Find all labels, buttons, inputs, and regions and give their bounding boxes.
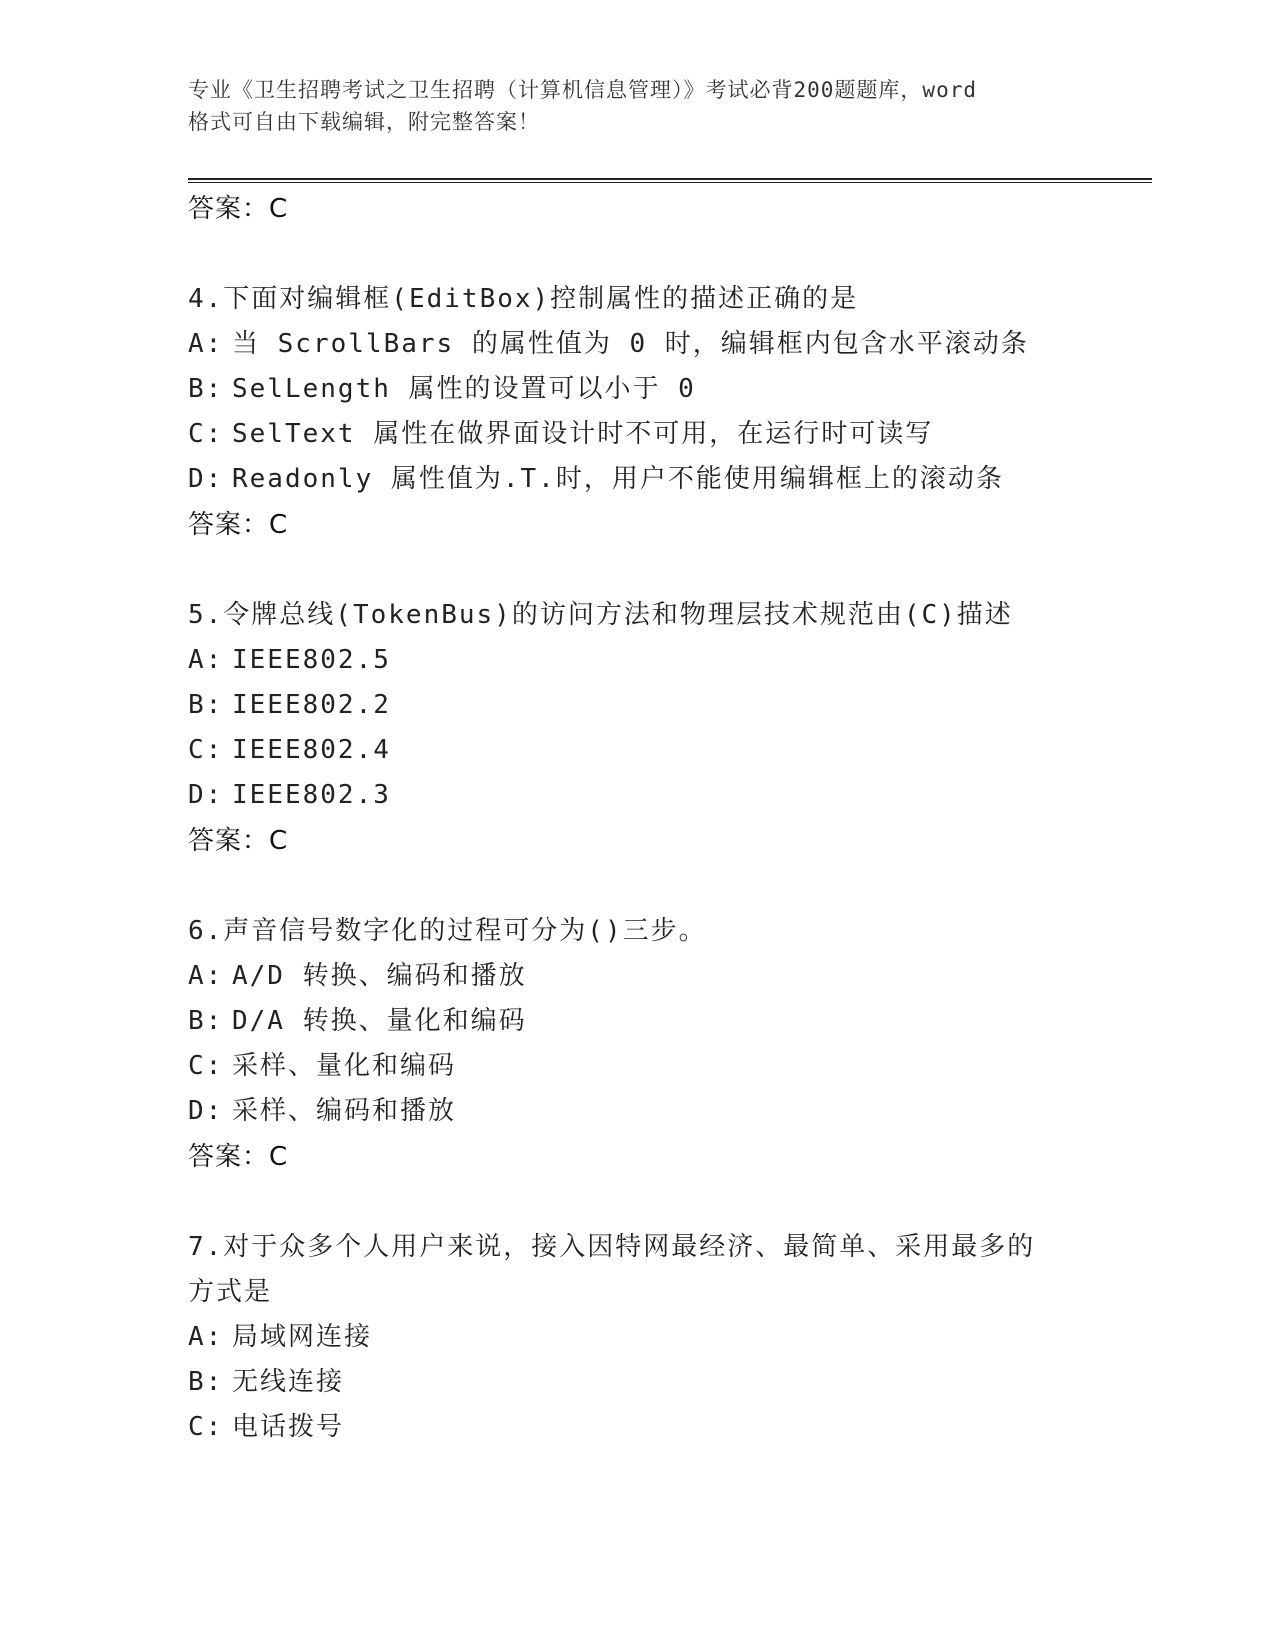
option-item bbox=[188, 1360, 1088, 1405]
option-key: C: bbox=[188, 1051, 224, 1081]
option-text: IEEE802.3 bbox=[232, 780, 391, 810]
document-header bbox=[188, 74, 1088, 138]
question-block bbox=[188, 593, 1088, 864]
option-key: C: bbox=[188, 1412, 224, 1442]
option-text: A/D 转换、编码和播放 bbox=[232, 961, 527, 991]
option-item bbox=[188, 367, 1088, 412]
option-item bbox=[188, 773, 1088, 818]
option-key: A: bbox=[188, 961, 224, 991]
option-text: IEEE802.5 bbox=[232, 645, 391, 675]
option-text: Readonly 属性值为.T.时，用户不能使用编辑框上的滚动条 bbox=[232, 464, 1004, 494]
header-line-1: 专业《卫生招聘考试之卫生招聘（计算机信息管理）》考试必背200题题库，word bbox=[188, 78, 977, 102]
option-key: B: bbox=[188, 374, 224, 404]
header-rule-thin bbox=[188, 182, 1152, 183]
option-item bbox=[188, 638, 1088, 683]
question-text: 4.下面对编辑框(EditBox)控制属性的描述正确的是 bbox=[188, 284, 859, 314]
option-item bbox=[188, 412, 1088, 457]
option-text: 采样、编码和播放 bbox=[232, 1096, 457, 1126]
option-item bbox=[188, 999, 1088, 1044]
option-key: B: bbox=[188, 1006, 224, 1036]
option-text: 当 ScrollBars 的属性值为 0 时，编辑框内包含水平滚动条 bbox=[232, 329, 1029, 359]
option-key: D: bbox=[188, 780, 224, 810]
option-key: A: bbox=[188, 645, 224, 675]
option-item bbox=[188, 954, 1088, 999]
question-text: 5.令牌总线(TokenBus)的访问方法和物理层技术规范由(C)描述 bbox=[188, 600, 1013, 630]
question-block bbox=[188, 909, 1088, 1180]
option-item bbox=[188, 683, 1088, 728]
question-text: 6.声音信号数字化的过程可分为()三步。 bbox=[188, 916, 707, 946]
option-text: SelText 属性在做界面设计时不可用，在运行时可读写 bbox=[232, 419, 934, 449]
header-rule-thick bbox=[188, 178, 1152, 180]
option-key: D: bbox=[188, 464, 224, 494]
option-item bbox=[188, 457, 1088, 502]
option-item bbox=[188, 1315, 1088, 1360]
option-text: D/A 转换、量化和编码 bbox=[232, 1006, 527, 1036]
document-body bbox=[188, 186, 1088, 1450]
option-key: A: bbox=[188, 329, 224, 359]
question-text: 方式是 bbox=[188, 1277, 273, 1307]
answer-line: 答案：C bbox=[188, 510, 289, 540]
option-text: 无线连接 bbox=[232, 1367, 345, 1397]
question-block bbox=[188, 1225, 1088, 1450]
answer-line: 答案：C bbox=[188, 194, 289, 224]
option-text: IEEE802.2 bbox=[232, 690, 391, 720]
option-item bbox=[188, 728, 1088, 773]
option-key: C: bbox=[188, 419, 224, 449]
option-text: SelLength 属性的设置可以小于 0 bbox=[232, 374, 696, 404]
question-text: 7.对于众多个人用户来说，接入因特网最经济、最简单、采用最多的 bbox=[188, 1232, 1036, 1262]
option-text: 电话拨号 bbox=[232, 1412, 345, 1442]
option-item bbox=[188, 1044, 1088, 1089]
option-text: 采样、量化和编码 bbox=[232, 1051, 457, 1081]
option-item bbox=[188, 1405, 1088, 1450]
option-text: 局域网连接 bbox=[232, 1322, 373, 1352]
question-list bbox=[188, 277, 1088, 1450]
option-item bbox=[188, 1089, 1088, 1134]
question-block bbox=[188, 277, 1088, 548]
answer-line: 答案：C bbox=[188, 826, 289, 856]
option-key: C: bbox=[188, 735, 224, 765]
option-item bbox=[188, 322, 1088, 367]
option-text: IEEE802.4 bbox=[232, 735, 391, 765]
option-key: B: bbox=[188, 690, 224, 720]
header-line-2: 格式可自由下载编辑，附完整答案！ bbox=[188, 110, 540, 134]
option-key: B: bbox=[188, 1367, 224, 1397]
option-key: D: bbox=[188, 1096, 224, 1126]
option-key: A: bbox=[188, 1322, 224, 1352]
answer-line: 答案：C bbox=[188, 1142, 289, 1172]
